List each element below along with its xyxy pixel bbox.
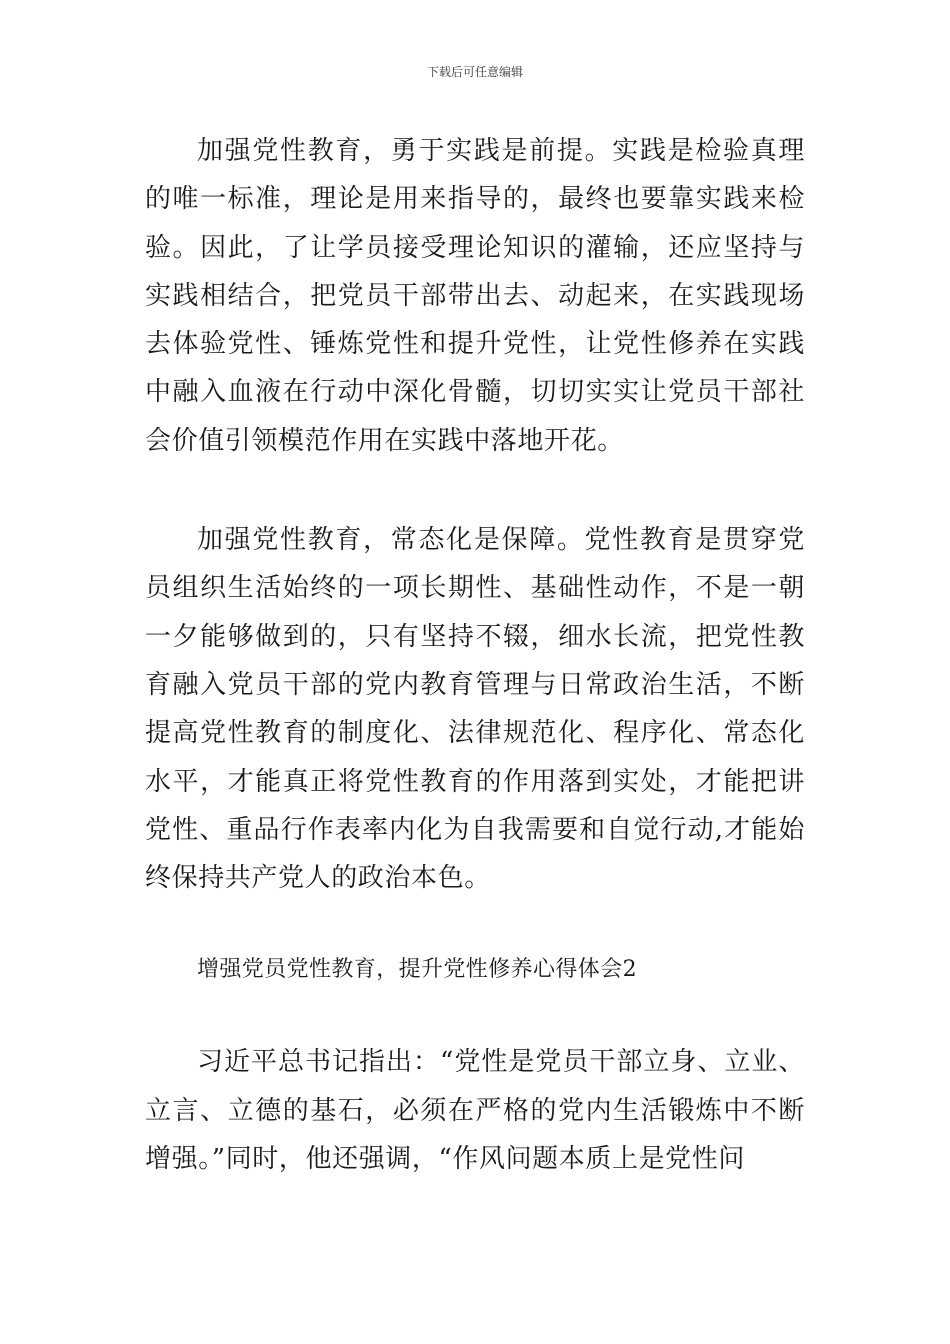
paragraph-spacer bbox=[145, 465, 805, 516]
paragraph-spacer bbox=[145, 902, 805, 950]
page-header: 下载后可任意编辑 bbox=[426, 65, 523, 79]
paragraph-practice: 加强党性教育，勇于实践是前提。实践是检验真理的唯一标准，理论是用来指导的，最终也要靠实践来检验。因此，了让学员接受理论知识的灌输，还应坚持与实践相结合，把党员干部带出去、动起来，在实践现场去体验党性、锤炼党性和提升党性，让党性修养在实践中融入血液在行动中深化骨髓，切切实实让党员干部社会价值引领模范作用在实践中落地开花。 bbox=[145, 136, 805, 456]
paragraph-spacer bbox=[145, 990, 805, 1038]
paragraph-normalization: 加强党性教育，常态化是保障。党性教育是贯穿党员组织生活始终的一项长期性、基础性动作，不是一朝一夕能够做到的，只有坚持不辍，细水长流，把党性教育融入党员干部的党内教育管理与日常政治生活，不断提高党性教育的制度化、法律规范化、程序化、常态化水平，才能真正将党性教育的作用落到实处，才能把讲党性、重品行作表率内化为自我需要和自觉行动,才能始终保持共产党人的政治本色。 bbox=[145, 525, 805, 894]
document-body bbox=[145, 127, 805, 1183]
section-title: 增强党员党性教育，提升党性修养心得体会2 bbox=[197, 957, 637, 983]
paragraph-quote: 习近平总书记指出：“党性是党员干部立身、立业、立言、立德的基石，必须在严格的党内生活锻炼中不断增强。”同时，他还强调，“作风问题本质上是党性问 bbox=[145, 1047, 805, 1175]
